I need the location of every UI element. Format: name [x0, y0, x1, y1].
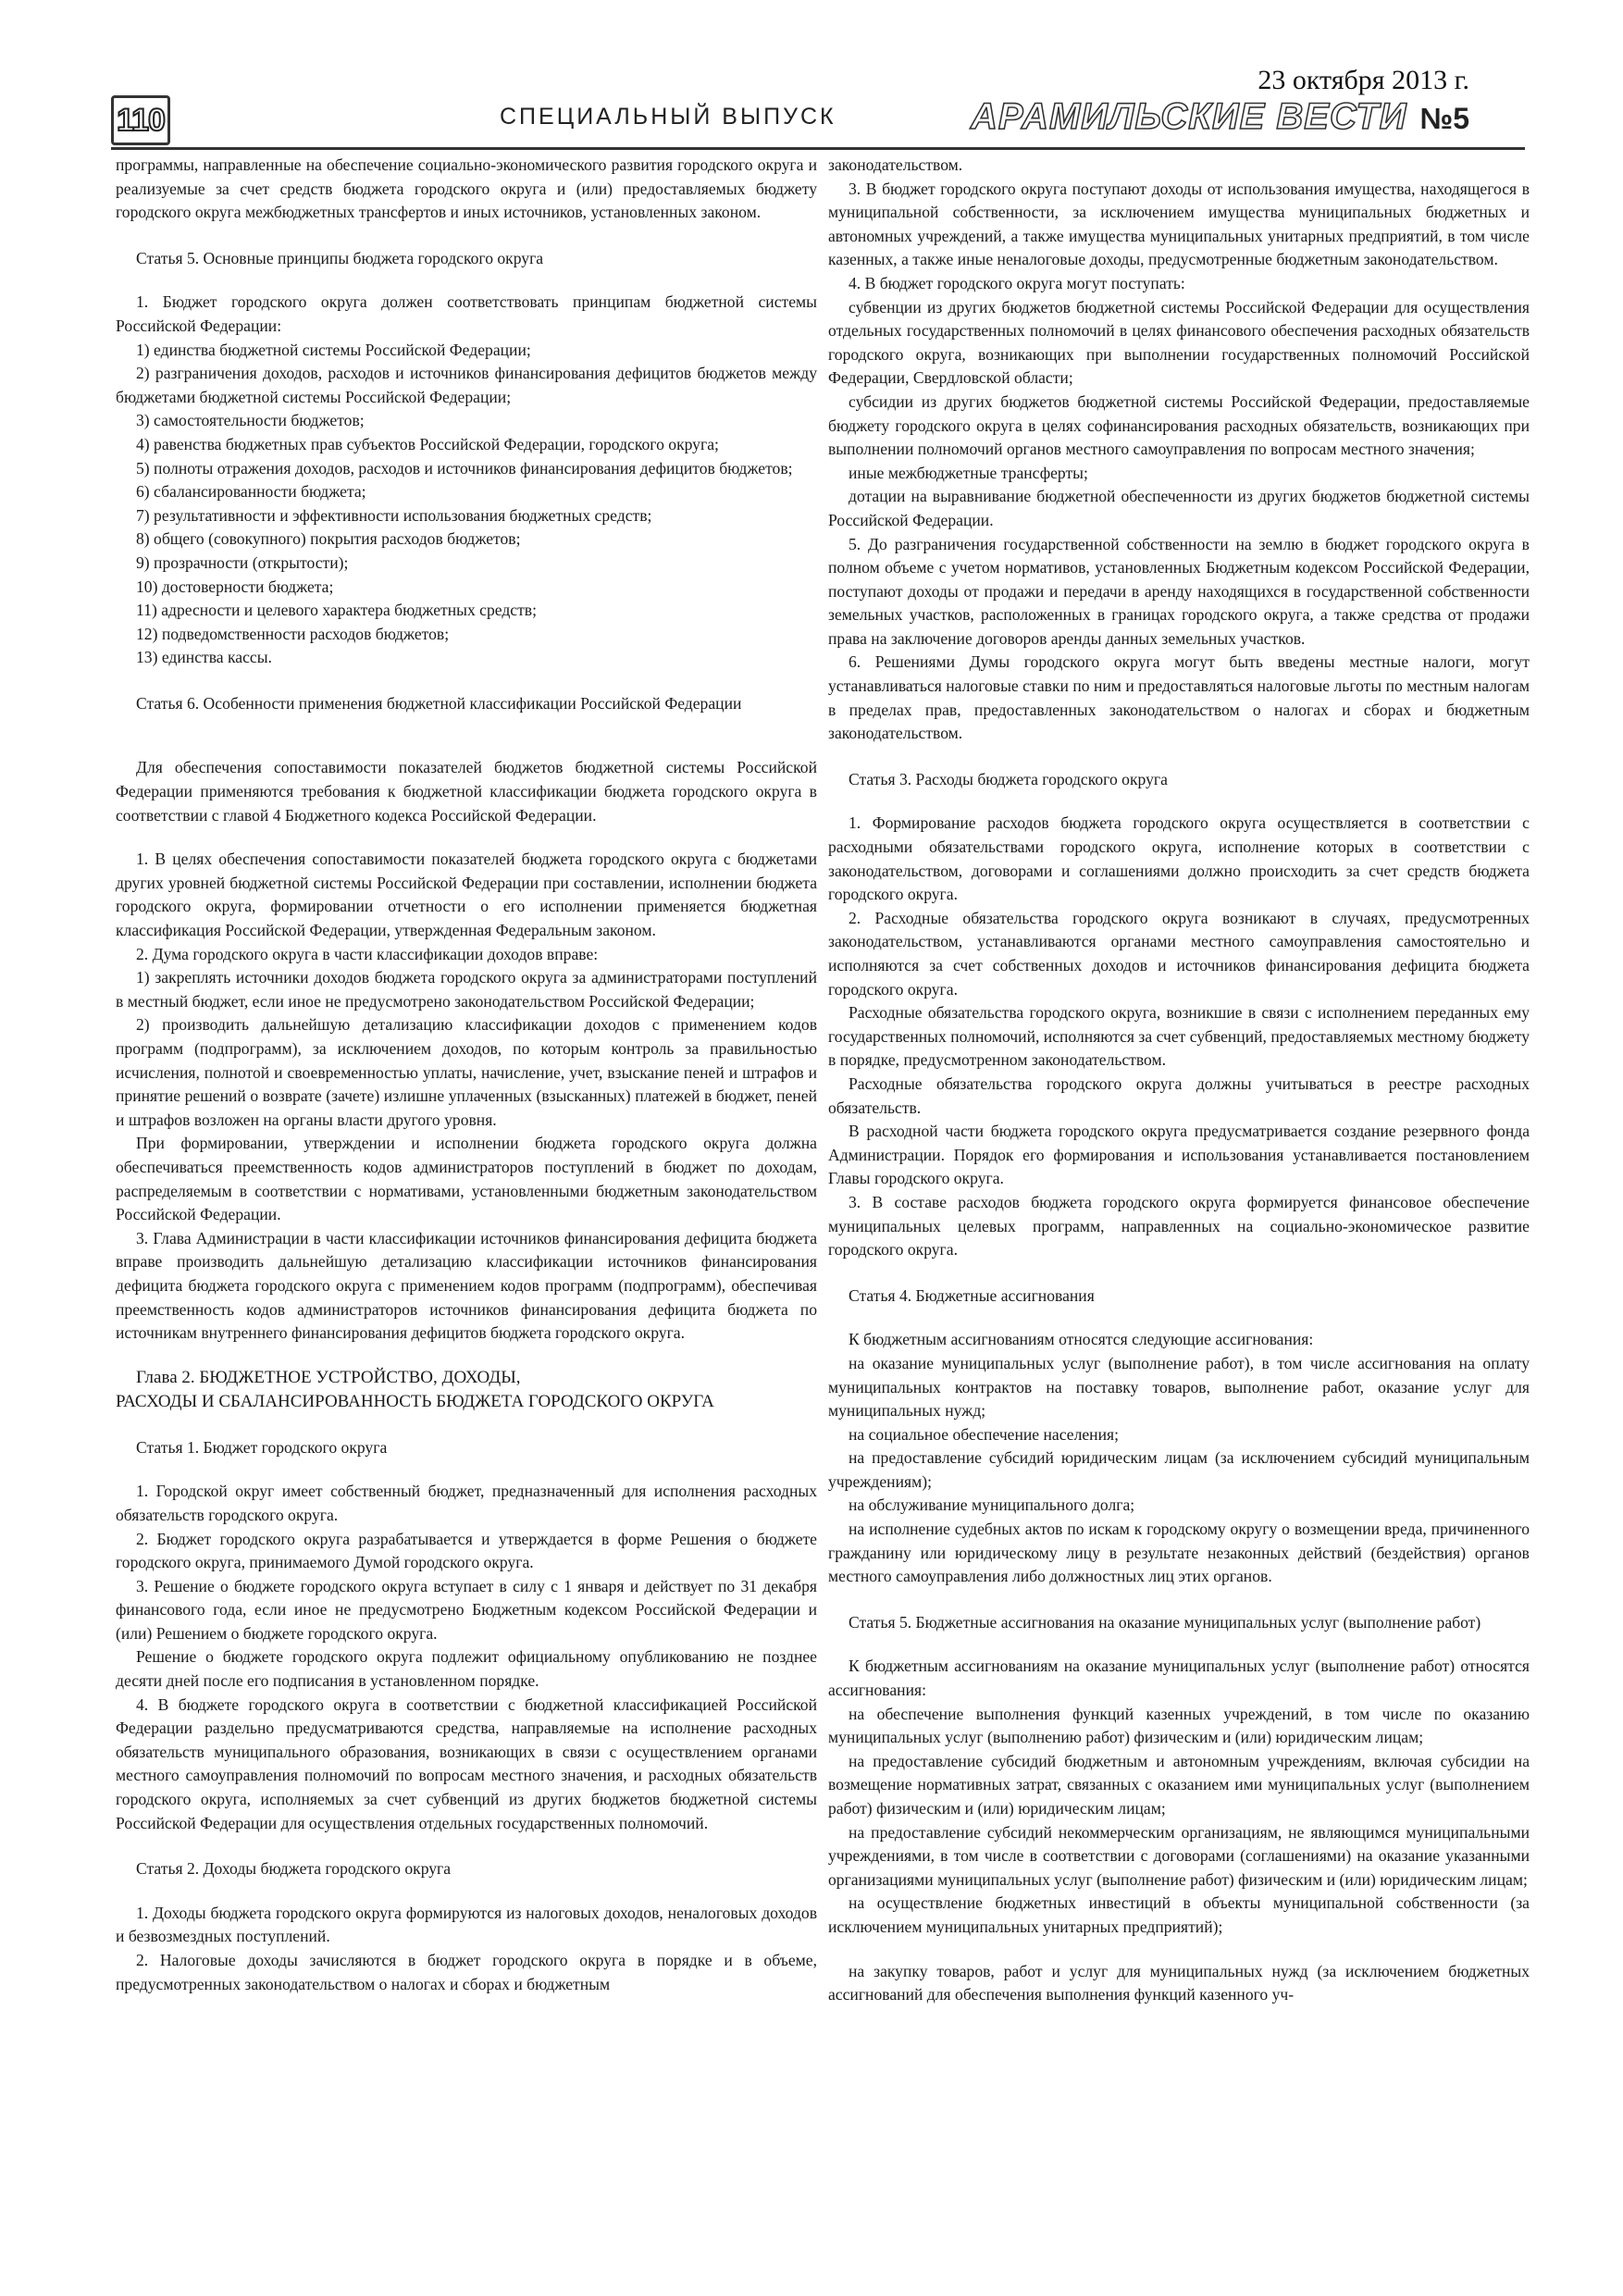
list-item: на предоставление субсидий юридическим лицам (за исключением субсидий муниципальным учреждениям); — [828, 1448, 1530, 1491]
article-heading: Статья 5. Бюджетные ассигнования на оказание муниципальных услуг (выполнение работ) — [849, 1612, 1481, 1632]
paragraph: 6. Решениями Думы городского округа могут быть введены местные налоги, могут устанавливаться налоговые ставки по ним и предоставляться налоговые льготы по местным налогам в пределах прав, предоставленных законодательством о налогах и сборах и бюджетным законодательством. — [828, 652, 1530, 743]
list-item: 9) прозрачности (открытости); — [136, 552, 349, 572]
paragraph: 4. В бюджет городского округа могут поступать: — [849, 273, 1185, 292]
chapter-heading-line: Глава 2. БЮДЖЕТНОЕ УСТРОЙСТВО, ДОХОДЫ, — [136, 1367, 521, 1387]
paragraph: дотации на выравнивание бюджетной обеспеченности из других бюджетов бюджетной системы Российской Федерации. — [828, 487, 1530, 529]
paragraph: При формировании, утверждении и исполнении бюджета городского округа должна обеспечиваться преемственность кодов администраторов поступлений в бюджет по доходам, распределяемым в соответствии с нормативами, установленными бюджетным законодательством Российской Федерации. — [116, 1134, 817, 1224]
paragraph: 3. Глава Администрации в части классификации источников финансирования дефицита бюджета вправе производить дальнейшую детализацию классификации источников финансирования дефицита бюджета городского округа с применением кодов программ (подпрограмм), обеспечивая преемственность кодов администраторов источников финансирования дефицита бюджета по источникам внутреннего финансирования дефицитов бюджета городского округа. — [116, 1228, 817, 1343]
paragraph: Расходные обязательства городского округа должны учитываться в реестре расходных обязательств. — [828, 1074, 1530, 1117]
chapter-heading — [116, 1366, 817, 1414]
right-column — [828, 154, 1530, 2007]
list-item: на социальное обеспечение населения; — [849, 1424, 1119, 1444]
list-item: на обеспечение выполнения функций казенных учреждений, в том числе по оказанию муниципальных услуг (выполнению работ) физическим и (или) юридическим лицам; — [828, 1704, 1530, 1747]
list-item: на исполнение судебных актов по искам к городскому округу о возмещении вреда, причиненного гражданину или юридическому лицу в результате незаконных действий (бездействия) органов местного самоуправления либо должностных лиц этих органов. — [828, 1520, 1530, 1586]
paragraph: 2. Бюджет городского округа разрабатывается и утверждается в форме Решения о бюджете городского округа, принимаемого Думой городского округа. — [116, 1529, 817, 1572]
list-item: на осуществление бюджетных инвестиций в объекты муниципальной собственности (за исключением муниципальных унитарных предприятий); — [828, 1893, 1530, 1936]
issue-date: 23 октября 2013 г. — [1258, 65, 1469, 95]
list-item: 2) разграничения доходов, расходов и источников финансирования дефицитов бюджетов между бюджетами бюджетной системы Российской Федерации; — [116, 364, 817, 406]
paragraph: 2) производить дальнейшую детализацию классификации доходов с применением кодов программ (подпрограмм), за исключением доходов, по которым контроль за правильностью исчисления, полнотой и своевременностью уплаты, начисление, учет, взыскание пеней и штрафов и принятие решений о возврате (зачете) излишне уплаченных (взысканных) платежей в бюджет, пеней и штрафов возложен на органы власти другого уровня. — [116, 1015, 817, 1129]
list-item: на предоставление субсидий бюджетным и автономным учреждениям, включая субсидии на возмещение нормативных затрат, связанных с оказанием ими муниципальных услуг (выполнением работ) физическим и (или) юридическим лицам; — [828, 1751, 1530, 1818]
paragraph: К бюджетным ассигнованиям относятся следующие ассигнования: — [849, 1330, 1314, 1349]
paragraph: 2. Расходные обязательства городского округа возникают в случаях, предусмотренных законодательством, устанавливаются органами местного самоуправления самостоятельно и исполняются за счет собственных доходов и источников финансирования дефицита бюджета городского округа. — [828, 908, 1530, 999]
list-item: 8) общего (совокупного) покрытия расходов бюджетов; — [136, 529, 521, 549]
list-item: на предоставление субсидий некоммерческим организациям, не являющимся муниципальными учреждениями, в том числе в соответствии с договорами (соглашениями) на оказание указанными организациями муниципальных услуг (выполнение работ) физическим и (или) юридическим лицам; — [828, 1822, 1530, 1889]
paragraph: субвенции из других бюджетов бюджетной системы Российской Федерации для осуществления отдельных государственных полномочий в целях финансового обеспечения расходных обязательств городского округа, возникающих при выполнении государственных полномочий Российской Федерации, Свердловской области; — [828, 297, 1530, 388]
paragraph: 1. Бюджет городского округа должен соответствовать принципам бюджетной системы Российской Федерации: — [116, 292, 817, 335]
paragraph: законодательством. — [828, 155, 963, 174]
paragraph: 1. Городской округ имеет собственный бюджет, предназначенный для исполнения расходных обязательств городского округа. — [116, 1482, 817, 1524]
header-rule — [111, 147, 1525, 150]
paragraph: Для обеспечения сопоставимости показателей бюджетов бюджетной системы Российской Федерации применяются требования к бюджетной классификации бюджета городского округа в соответствии с главой 4 Бюджетного кодекса Российской Федерации. — [116, 758, 817, 825]
paragraph: К бюджетным ассигнованиям на оказание муниципальных услуг (выполнение работ) относятся ассигнования: — [828, 1657, 1530, 1700]
paragraph: 1) закреплять источники доходов бюджета городского округа за администраторами поступлений в местный бюджет, если иное не предусмотрено законодательством Российской Федерации; — [116, 968, 817, 1011]
page-header — [0, 0, 1623, 157]
list-item: 10) достоверности бюджета; — [136, 577, 334, 596]
paragraph: Расходные обязательства городского округа, возникшие в связи с исполнением переданных ему государственных полномочий, исполняются за счет субвенций, предоставляемых местному бюджету в порядке, предусмотренном законодательством. — [828, 1003, 1530, 1070]
article-heading: Статья 3. Расходы бюджета городского округа — [849, 769, 1168, 788]
list-item: 1) единства бюджетной системы Российской Федерации; — [136, 340, 531, 359]
paragraph: 3. В бюджет городского округа поступают доходы от использования имущества, находящегося в муниципальной собственности, за исключением имущества муниципальных бюджетных и автономных учреждений, а также имущества муниципальных унитарных предприятий, в том числе казенных, а также иные неналоговые доходы, предусмотренные бюджетным законодательством. — [828, 179, 1530, 269]
list-item: на оказание муниципальных услуг (выполнение работ), в том числе ассигнования на оплату муниципальных контрактов на поставку товаров, выполнение работ, оказание услуг для муниципальных нужд; — [828, 1353, 1530, 1421]
paragraph: 4. В бюджете городского округа в соответствии с бюджетной классификацией Российской Федерации раздельно предусматриваются средства, направляемые на исполнение расходных обязательств муниципального образования, возникающих в связи с осуществлением органами местного самоуправления полномочий по вопросам местного значения, и расходных обязательств городского округа, исполняемых за счет субвенций из других бюджетов бюджетной системы Российской Федерации для осуществления отдельных государственных полномочий. — [116, 1694, 817, 1832]
list-item: 3) самостоятельности бюджетов; — [136, 411, 365, 430]
list-item: 5) полноты отражения доходов, расходов и источников финансирования дефицитов бюджетов; — [136, 458, 793, 478]
left-column — [116, 154, 817, 1996]
section-title: СПЕЦИАЛЬНЫЙ ВЫПУСК — [500, 104, 836, 130]
list-item: 7) результативности и эффективности использования бюджетных средств; — [136, 505, 652, 525]
paragraph: 1. В целях обеспечения сопоставимости показателей бюджета городского округа с бюджетами других уровней бюджетной системы Российской Федерации при составлении, исполнении бюджета городского округа, формировании отчетности о его исполнении применяется бюджетная классификация Российской Федерации, утвержденная Федеральным законом. — [116, 850, 817, 940]
paragraph: 5. До разграничения государственной собственности на землю в бюджет городского округа в полном объеме с учетом нормативов, установленных Бюджетным кодексом Российской Федерации, поступают доходы от продажи и передачи в аренду находящихся в государственной собственности земельных участков, расположенных в границах городского округа, а также средства от продажи права на заключение договоров аренды данных земельных участков. — [828, 534, 1530, 648]
masthead — [971, 96, 1469, 138]
article-heading: Статья 2. Доходы бюджета городского округа — [136, 1859, 452, 1879]
list-item: 6) сбалансированности бюджета; — [136, 482, 366, 502]
paragraph: В расходной части бюджета городского округа предусматривается создание резервного фонда Администрации. Порядок его формирования и использования устанавливается постановлением Главы городского округа. — [828, 1122, 1530, 1188]
list-item: 12) подведомственности расходов бюджетов; — [136, 624, 450, 643]
list-item: на обслуживание муниципального долга; — [849, 1496, 1135, 1515]
chapter-heading-line: РАСХОДЫ И СБАЛАНСИРОВАННОСТЬ БЮДЖЕТА ГОРОДСКОГО ОКРУГА — [116, 1391, 714, 1411]
paragraph: 2. Налоговые доходы зачисляются в бюджет городского округа в порядке и в объеме, предусмотренных законодательством о налогах и сборах и бюджетным — [116, 1951, 817, 1993]
paragraph: 3. В составе расходов бюджета городского округа формируется финансовое обеспечение муниципальных целевых программ, направленных на социально-экономическое развитие городского округа. — [828, 1192, 1530, 1260]
list-item: 4) равенства бюджетных прав субъектов Российской Федерации, городского округа; — [136, 434, 719, 453]
paragraph: 2. Дума городского округа в части классификации доходов вправе: — [136, 944, 599, 963]
list-item: 13) единства кассы. — [136, 648, 272, 667]
list-item: на закупку товаров, работ и услуг для муниципальных нужд (за исключением бюджетных ассигнований для обеспечения выполнения функций казенного уч- — [828, 1961, 1530, 2004]
paragraph: 1. Доходы бюджета городского округа формируются из налоговых доходов, неналоговых доходов и безвозмездных поступлений. — [116, 1903, 817, 1946]
article-heading: Статья 1. Бюджет городского округа — [136, 1437, 388, 1457]
article-heading: Статья 5. Основные принципы бюджета городского округа — [136, 248, 544, 267]
page-number: 110 — [111, 95, 170, 145]
newspaper-title: АРАМИЛЬСКИЕ ВЕСТИ — [971, 96, 1407, 137]
paragraph: субсидии из других бюджетов бюджетной системы Российской Федерации, предоставляемые бюджету городского округа в целях софинансирования расходных обязательств, возникающих при выполнении полномочий органов местного самоуправления по вопросам местного значения; — [828, 391, 1530, 459]
article-heading: Статья 6. Особенности применения бюджетной классификации Российской Федерации — [136, 693, 742, 713]
paragraph: 1. Формирование расходов бюджета городского округа осуществляется в соответствии с расходными обязательствами городского округа, исполнение которых в соответствии с законодательством, договорами и соглашениями должно происходить за счет средств бюджета городского округа. — [828, 813, 1530, 904]
list-item: 11) адресности и целевого характера бюджетных средств; — [136, 601, 537, 620]
issue-number: №5 — [1419, 102, 1469, 135]
paragraph: 3. Решение о бюджете городского округа вступает в силу с 1 января и действует по 31 декабря финансового года, если иное не предусмотрено Бюджетным кодексом Российской Федерации и (или) Решением о бюджете городского округа. — [116, 1576, 817, 1643]
article-heading: Статья 4. Бюджетные ассигнования — [849, 1285, 1095, 1305]
paragraph: Решение о бюджете городского округа подлежит официальному опубликованию не позднее десяти дней после его подписания в установленном порядке. — [116, 1647, 817, 1691]
paragraph: программы, направленные на обеспечение социально-экономического развития городского округа и реализуемые за счет средств бюджета городского округа и (или) предоставляемых бюджету городского округа межбюджетных трансфертов и иных источников, установленных законом. — [116, 155, 817, 222]
paragraph: иные межбюджетные трансферты; — [849, 463, 1088, 482]
